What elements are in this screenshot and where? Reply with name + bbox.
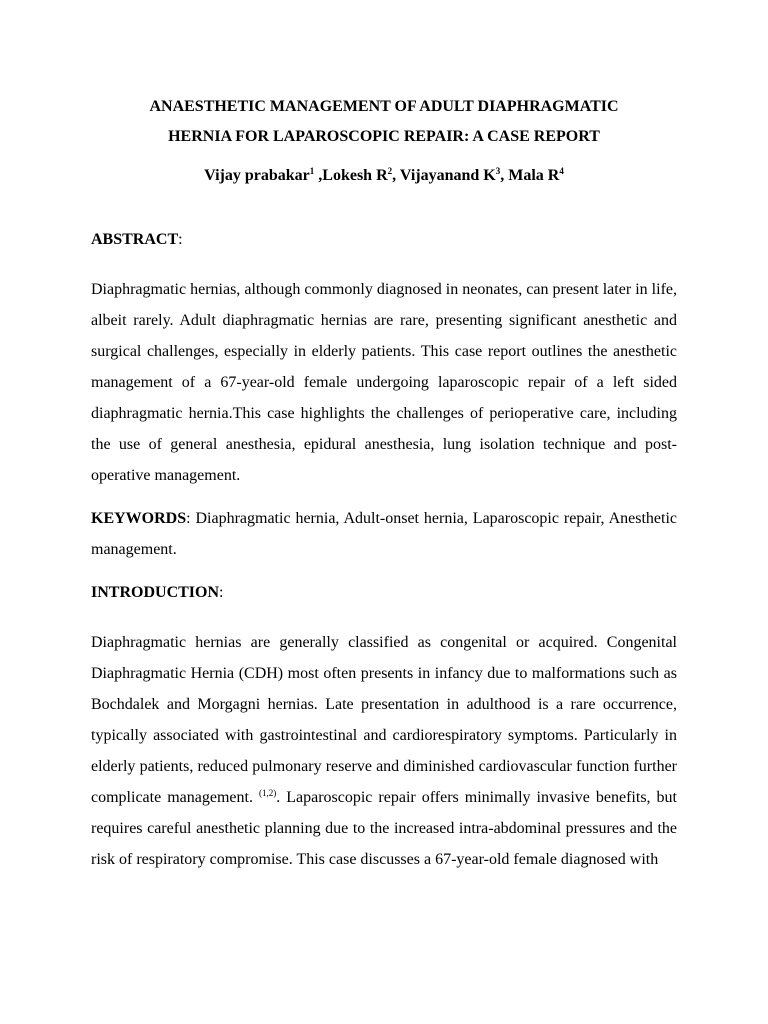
document-page: [91, 92, 677, 875]
abstract-body: Diaphragmatic hernias, although commonly diagnosed in neonates, can present later in life, albeit rarely. Adult diaphragmatic hernias are rare, presenting significant anesthetic and surgical challenges, especially in elderly patients. This case report outlines the anesthetic management of a 67-year-old female undergoing laparoscopic repair of a left sided diaphragmatic hernia.This case highlights the challenges of perioperative care, including the use of general anesthesia, epidural anesthesia, lung isolation technique and post-operative management.: [91, 281, 677, 484]
citation-superscript: (1,2): [258, 788, 277, 798]
introduction-heading-colon: :: [219, 584, 224, 601]
author-affiliation: 3: [495, 166, 501, 176]
author-name: Mala R: [508, 167, 560, 184]
abstract-heading: [91, 229, 677, 251]
author-affiliation: 4: [559, 166, 564, 176]
paper-title-line-2: HERNIA FOR LAPAROSCOPIC REPAIR: A CASE REPORT: [168, 128, 600, 145]
keywords-paragraph: [91, 503, 677, 565]
author-separator: ,: [314, 167, 323, 184]
keywords-label: KEYWORDS: [91, 510, 187, 527]
introduction-heading: [91, 582, 677, 604]
author-affiliation: 2: [387, 166, 393, 176]
author-name: Lokesh R: [322, 167, 388, 184]
author-name: Vijayanand K: [399, 167, 496, 184]
introduction-text-part-1: Diaphragmatic hernias are generally classified as congenital or acquired. Congenital Diaphragmatic Hernia (CDH) most often presents in infancy due to malformations such as Bochdalek and Morgagni hernias. Late presentation in adulthood is a rare occurrence, typically associated with gastrointestinal and cardiorespiratory symptoms. Particularly in elderly patients, reduced pulmonary reserve and diminished cardiovascular function further complicate management.: [91, 634, 677, 806]
author-separator: ,: [392, 167, 400, 184]
abstract-heading-label: ABSTRACT: [91, 231, 179, 248]
introduction-body: [91, 627, 677, 875]
paper-title: [91, 92, 677, 152]
author-separator: ,: [500, 167, 509, 184]
author-list: [91, 165, 677, 187]
introduction-text-part-2: . Laparoscopic repair offers minimally invasive benefits, but requires careful anesthetic planning due to the increased intra-abdominal pressures and the risk of respiratory compromise. This case discusses a 67-year-old female diagnosed with: [91, 789, 677, 868]
keywords-text: : Diaphragmatic hernia, Adult-onset hernia, Laparoscopic repair, Anesthetic management.: [91, 510, 677, 558]
paper-title-line-1: ANAESTHETIC MANAGEMENT OF ADULT DIAPHRAGMATIC: [149, 98, 619, 115]
abstract-heading-colon: :: [178, 231, 183, 248]
author-affiliation: 1: [309, 166, 315, 176]
introduction-heading-label: INTRODUCTION: [91, 584, 220, 601]
author-name: Vijay prabakar: [204, 167, 310, 184]
